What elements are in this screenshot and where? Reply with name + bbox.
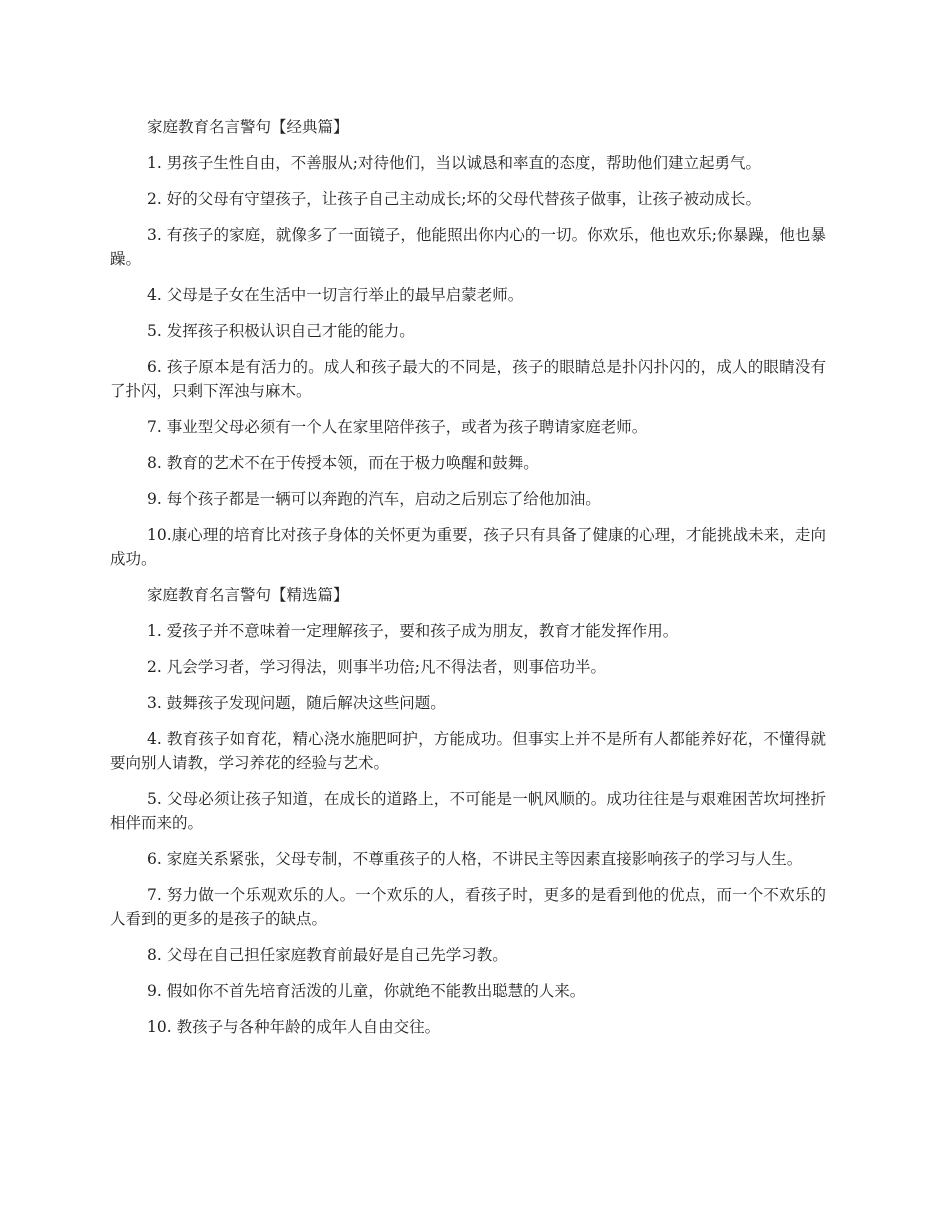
quote-item: 9. 假如你不首先培育活泼的儿童，你就绝不能教出聪慧的人来。 [147,982,586,1000]
quote-item: 5. 父母必须让孩子知道，在成长的道路上，不可能是一帆风顺的。成功往往是与艰难困苦坎坷挫折相伴而来的。 [110,790,826,832]
quote-item: 10. 教孩子与各种年龄的成年人自由交往。 [147,1018,441,1036]
section-selected [110,583,826,1039]
quote-item: 8. 父母在自己担任家庭教育前最好是自己先学习教。 [147,946,508,964]
quote-item: 1. 爱孩子并不意味着一定理解孩子，要和孩子成为朋友，教育才能发挥作用。 [147,622,679,640]
quote-item: 2. 好的父母有守望孩子，让孩子自己主动成长;坏的父母代替孩子做事，让孩子被动成长。 [147,190,761,208]
quote-item: 9. 每个孩子都是一辆可以奔跑的汽车，启动之后别忘了给他加油。 [147,490,601,508]
quote-item: 1. 男孩子生性自由，不善服从;对待他们，当以诚恳和率直的态度，帮助他们建立起勇气。 [147,154,761,172]
quote-item: 10.康心理的培育比对孩子身体的关怀更为重要，孩子只有具备了健康的心理，才能挑战未来，走向成功。 [110,526,826,568]
quote-item: 3. 有孩子的家庭，就像多了一面镜子，他能照出你内心的一切。你欢乐，他也欢乐;你暴躁，他也暴躁。 [110,226,826,268]
section-heading: 家庭教育名言警句【经典篇】 [147,118,349,136]
quote-item: 7. 事业型父母必须有一个人在家里陪伴孩子，或者为孩子聘请家庭老师。 [147,418,648,436]
quote-item: 6. 家庭关系紧张，父母专制，不尊重孩子的人格，不讲民主等因素直接影响孩子的学习与人生。 [147,850,803,868]
quote-item: 6. 孩子原本是有活力的。成人和孩子最大的不同是，孩子的眼睛总是扑闪扑闪的，成人的眼睛没有了扑闪，只剩下浑浊与麻木。 [110,358,826,400]
section-heading: 家庭教育名言警句【精选篇】 [147,586,349,604]
quote-item: 8. 教育的艺术不在于传授本领，而在于极力唤醒和鼓舞。 [147,454,539,472]
quote-item: 3. 鼓舞孩子发现问题，随后解决这些问题。 [147,694,446,712]
quote-item: 5. 发挥孩子积极认识自己才能的能力。 [147,322,415,340]
quote-item: 4. 教育孩子如育花，精心浇水施肥呵护，方能成功。但事实上并不是所有人都能养好花，不懂得就要向别人请教，学习养花的经验与艺术。 [110,730,826,772]
section-classic [110,115,826,571]
quote-item: 4. 父母是子女在生活中一切言行举止的最早启蒙老师。 [147,286,524,304]
document-body [110,115,826,1051]
quote-item: 7. 努力做一个乐观欢乐的人。一个欢乐的人，看孩子时，更多的是看到他的优点，而一个不欢乐的人看到的更多的是孩子的缺点。 [110,886,826,928]
quote-item: 2. 凡会学习者，学习得法，则事半功倍;凡不得法者，则事倍功半。 [147,658,606,676]
